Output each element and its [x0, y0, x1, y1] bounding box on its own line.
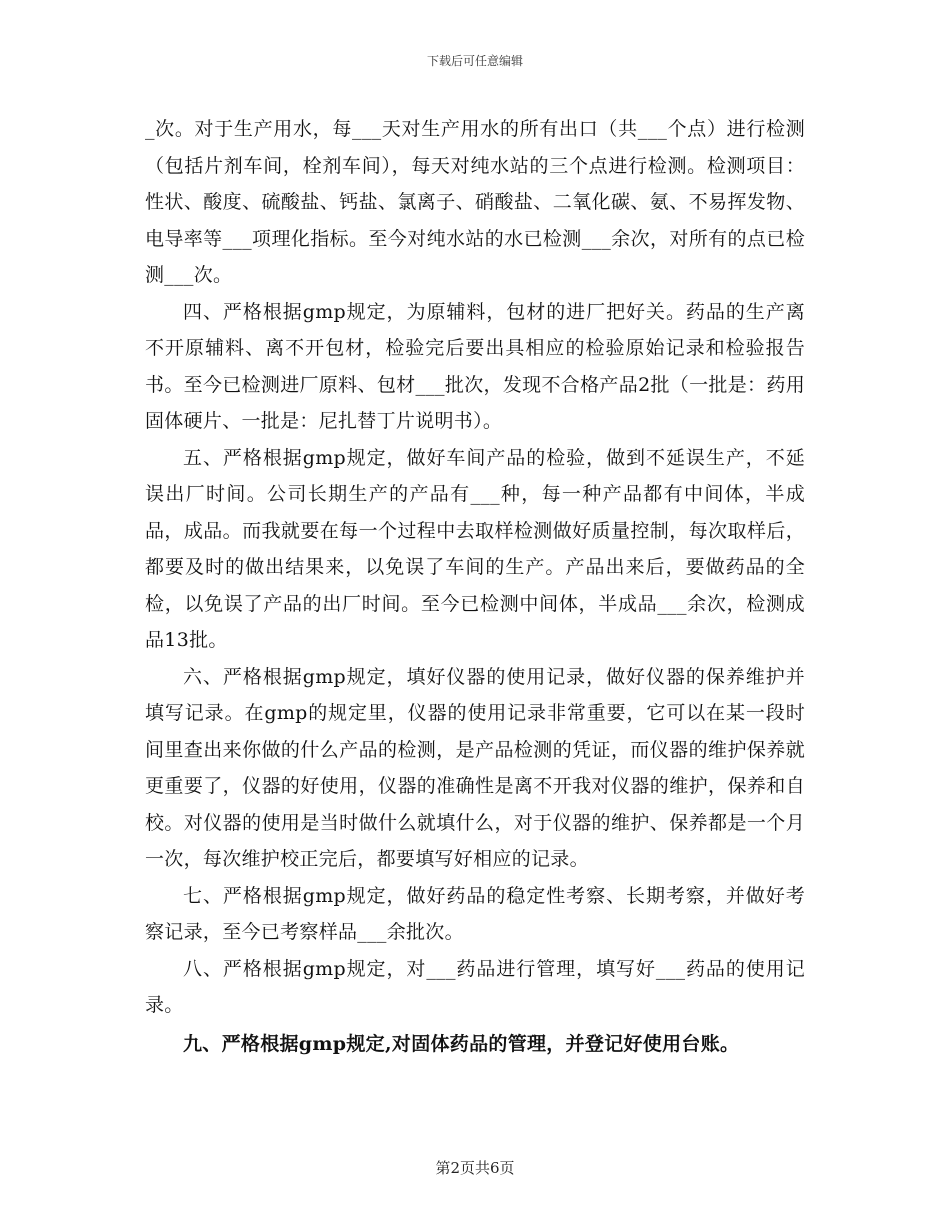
paragraph-section-6: 六、严格根据gmp规定，填好仪器的使用记录，做好仪器的保养维护并填写记录。在gmp的规定里，仪器的使用记录非常重要，它可以在某一段时间里查出来你做的什么产品的检测，是产品检测的凭证，而仪器的维护保养就更重要了，仪器的好使用，仪器的准确性是离不开我对仪器的维护，保养和自校。对仪器的使用是当时做什么就填什么，对于仪器的维护、保养都是一个月一次，每次维护校正完后，都要填写好相应的记录。	[145, 665, 805, 870]
paragraph-section-7: 七、严格根据gmp规定，做好药品的稳定性考察、长期考察，并做好考察记录，至今已考察样品___余批次。	[145, 884, 805, 943]
paragraph-section-9-heading: 九、严格根据gmp规定,对固体药品的管理，并登记好使用台账。	[183, 1032, 740, 1055]
paragraph-section-8: 八、严格根据gmp规定，对___药品进行管理，填写好___药品的使用记录。	[145, 957, 805, 1016]
paragraph-continued: _次。对于生产用水，每___天对生产用水的所有出口（共___个点）进行检测（包括片剂车间，栓剂车间），每天对纯水站的三个点进行检测。检测项目：性状、酸度、硫酸盐、钙盐、氯离子、硝酸盐、二氧化碳、氨、不易挥发物、电导率等___项理化指标。至今对纯水站的水已检测___余次，对所有的点已检测___次。	[145, 118, 805, 286]
paragraph-section-5: 五、严格根据gmp规定，做好车间产品的检验，做到不延误生产，不延误出厂时间。公司长期生产的产品有___种，每一种产品都有中间体，半成品，成品。而我就要在每一个过程中去取样检测做好质量控制，每次取样后，都要及时的做出结果来，以免误了车间的生产。产品出来后，要做药品的全检，以免误了产品的出厂时间。至今已检测中间体，半成品___余次，检测成品13批。	[145, 446, 805, 651]
document-body	[145, 111, 805, 1062]
paragraph-section-4: 四、严格根据gmp规定，为原辅料，包材的进厂把好关。药品的生产离不开原辅料、离不开包材，检验完后要出具相应的检验原始记录和检验报告书。至今已检测进厂原料、包材___批次，发现不合格产品2批（一批是：药用固体硬片、一批是：尼扎替丁片说明书）。	[145, 300, 805, 432]
header-note: 下载后可任意编辑	[426, 54, 523, 68]
page-number: 第2页共6页	[435, 1159, 515, 1177]
